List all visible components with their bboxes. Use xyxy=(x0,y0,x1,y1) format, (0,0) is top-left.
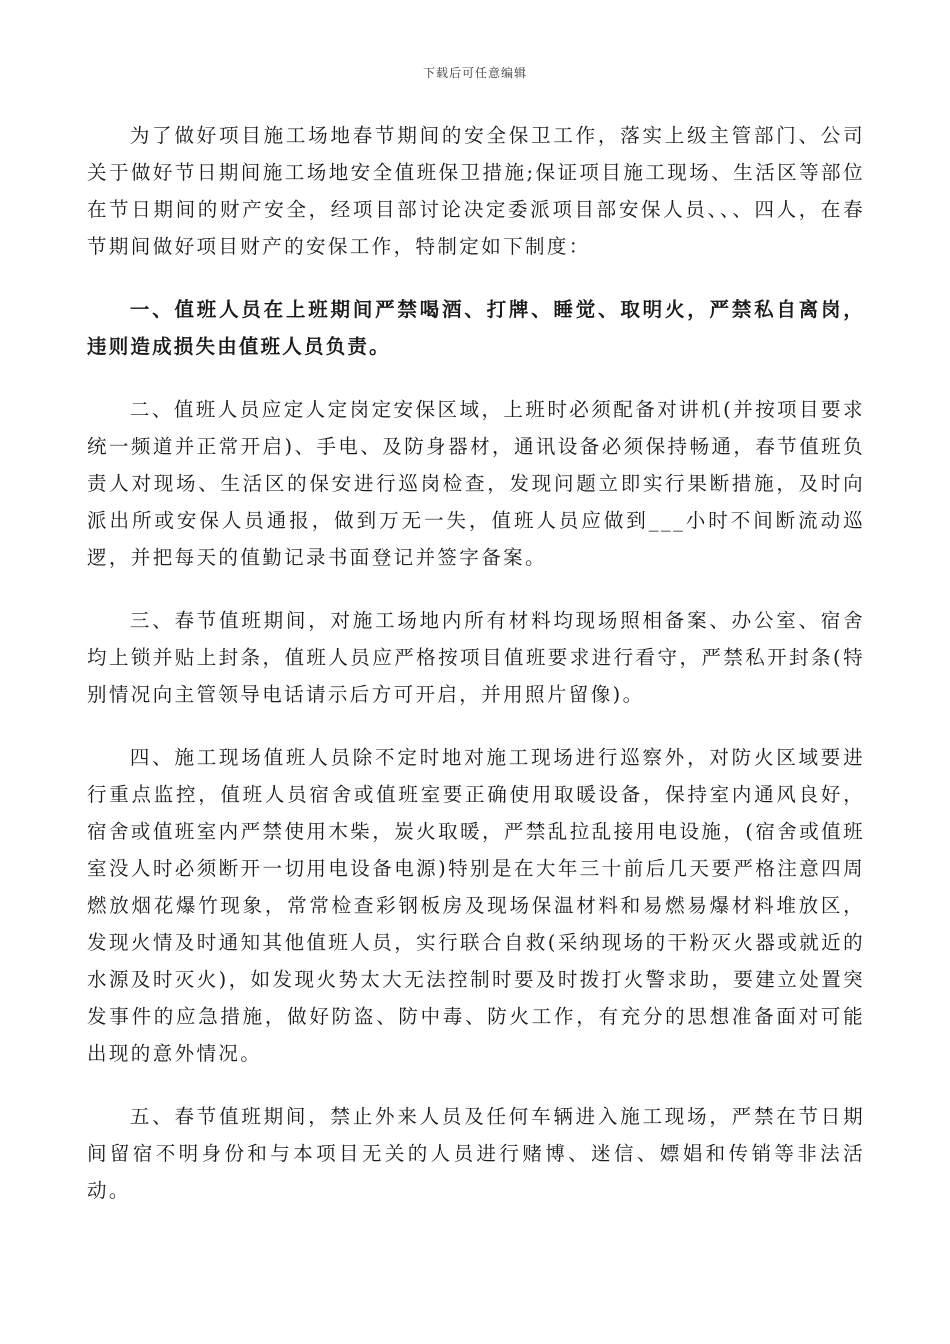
rule-2-paragraph: 二、值班人员应定人定岗定安保区域，上班时必须配备对讲机(并按项目要求统一频道并正常开启)、手电、及防身器材，通讯设备必须保持畅通，春节值班负责人对现场、生活区的保安进行巡岗检查，发现问题立即实行果断措施，及时向派出所或安保人员通报，做到万无一失，值班人员应做到___小时不间断流动巡逻，并把每天的值勤记录书面登记并签字备案。 xyxy=(87,398,865,569)
document-body xyxy=(87,117,865,1235)
header-note: 下载后可任意编辑 xyxy=(422,66,527,80)
rule-5-paragraph: 五、春节值班期间，禁止外来人员及任何车辆进入施工现场，严禁在节日期间留宿不明身份和与本项目无关的人员进行赌博、迷信、嫖娼和传销等非法活动。 xyxy=(87,1105,865,1202)
rule-4-paragraph: 四、施工现场值班人员除不定时地对施工现场进行巡察外，对防火区域要进行重点监控，值班人员宿舍或值班室要正确使用取暖设备，保持室内通风良好，宿舍或值班室内严禁使用木柴，炭火取暖，严禁乱拉乱接用电设施，(宿舍或值班室没人时必须断开一切用电设备电源)特别是在大年三十前后几天要严格注意四周燃放烟花爆竹现象，常常检查彩钢板房及现场保温材料和易燃易爆材料堆放区，发现火情及时通知其他值班人员，实行联合自救(采纳现场的干粉灭火器或就近的水源及时灭火)，如发现火势太大无法控制时要及时拨打火警求助，要建立处置突发事件的应急措施，做好防盗、防中毒、防火工作，有充分的思想准备面对可能出现的意外情况。 xyxy=(87,746,865,1065)
intro-paragraph: 为了做好项目施工场地春节期间的安全保卫工作，落实上级主管部门、公司关于做好节日期间施工场地安全值班保卫措施;保证项目施工现场、生活区等部位在节日期间的财产安全，经项目部讨论决定委派项目部安保人员、、、四人，在春节期间做好项目财产的安保工作，特制定如下制度： xyxy=(87,124,865,258)
rule-1-paragraph: 一、值班人员在上班期间严禁喝酒、打牌、睡觉、取明火，严禁私自离岗，违则造成损失由值班人员负责。 xyxy=(87,298,865,358)
rule-3-paragraph: 三、春节值班期间，对施工场地内所有材料均现场照相备案、办公室、宿舍均上锁并贴上封条，值班人员应严格按项目值班要求进行看守，严禁私开封条(特别情况向主管领导电话请示后方可开启，并用照片留像)。 xyxy=(87,609,865,706)
